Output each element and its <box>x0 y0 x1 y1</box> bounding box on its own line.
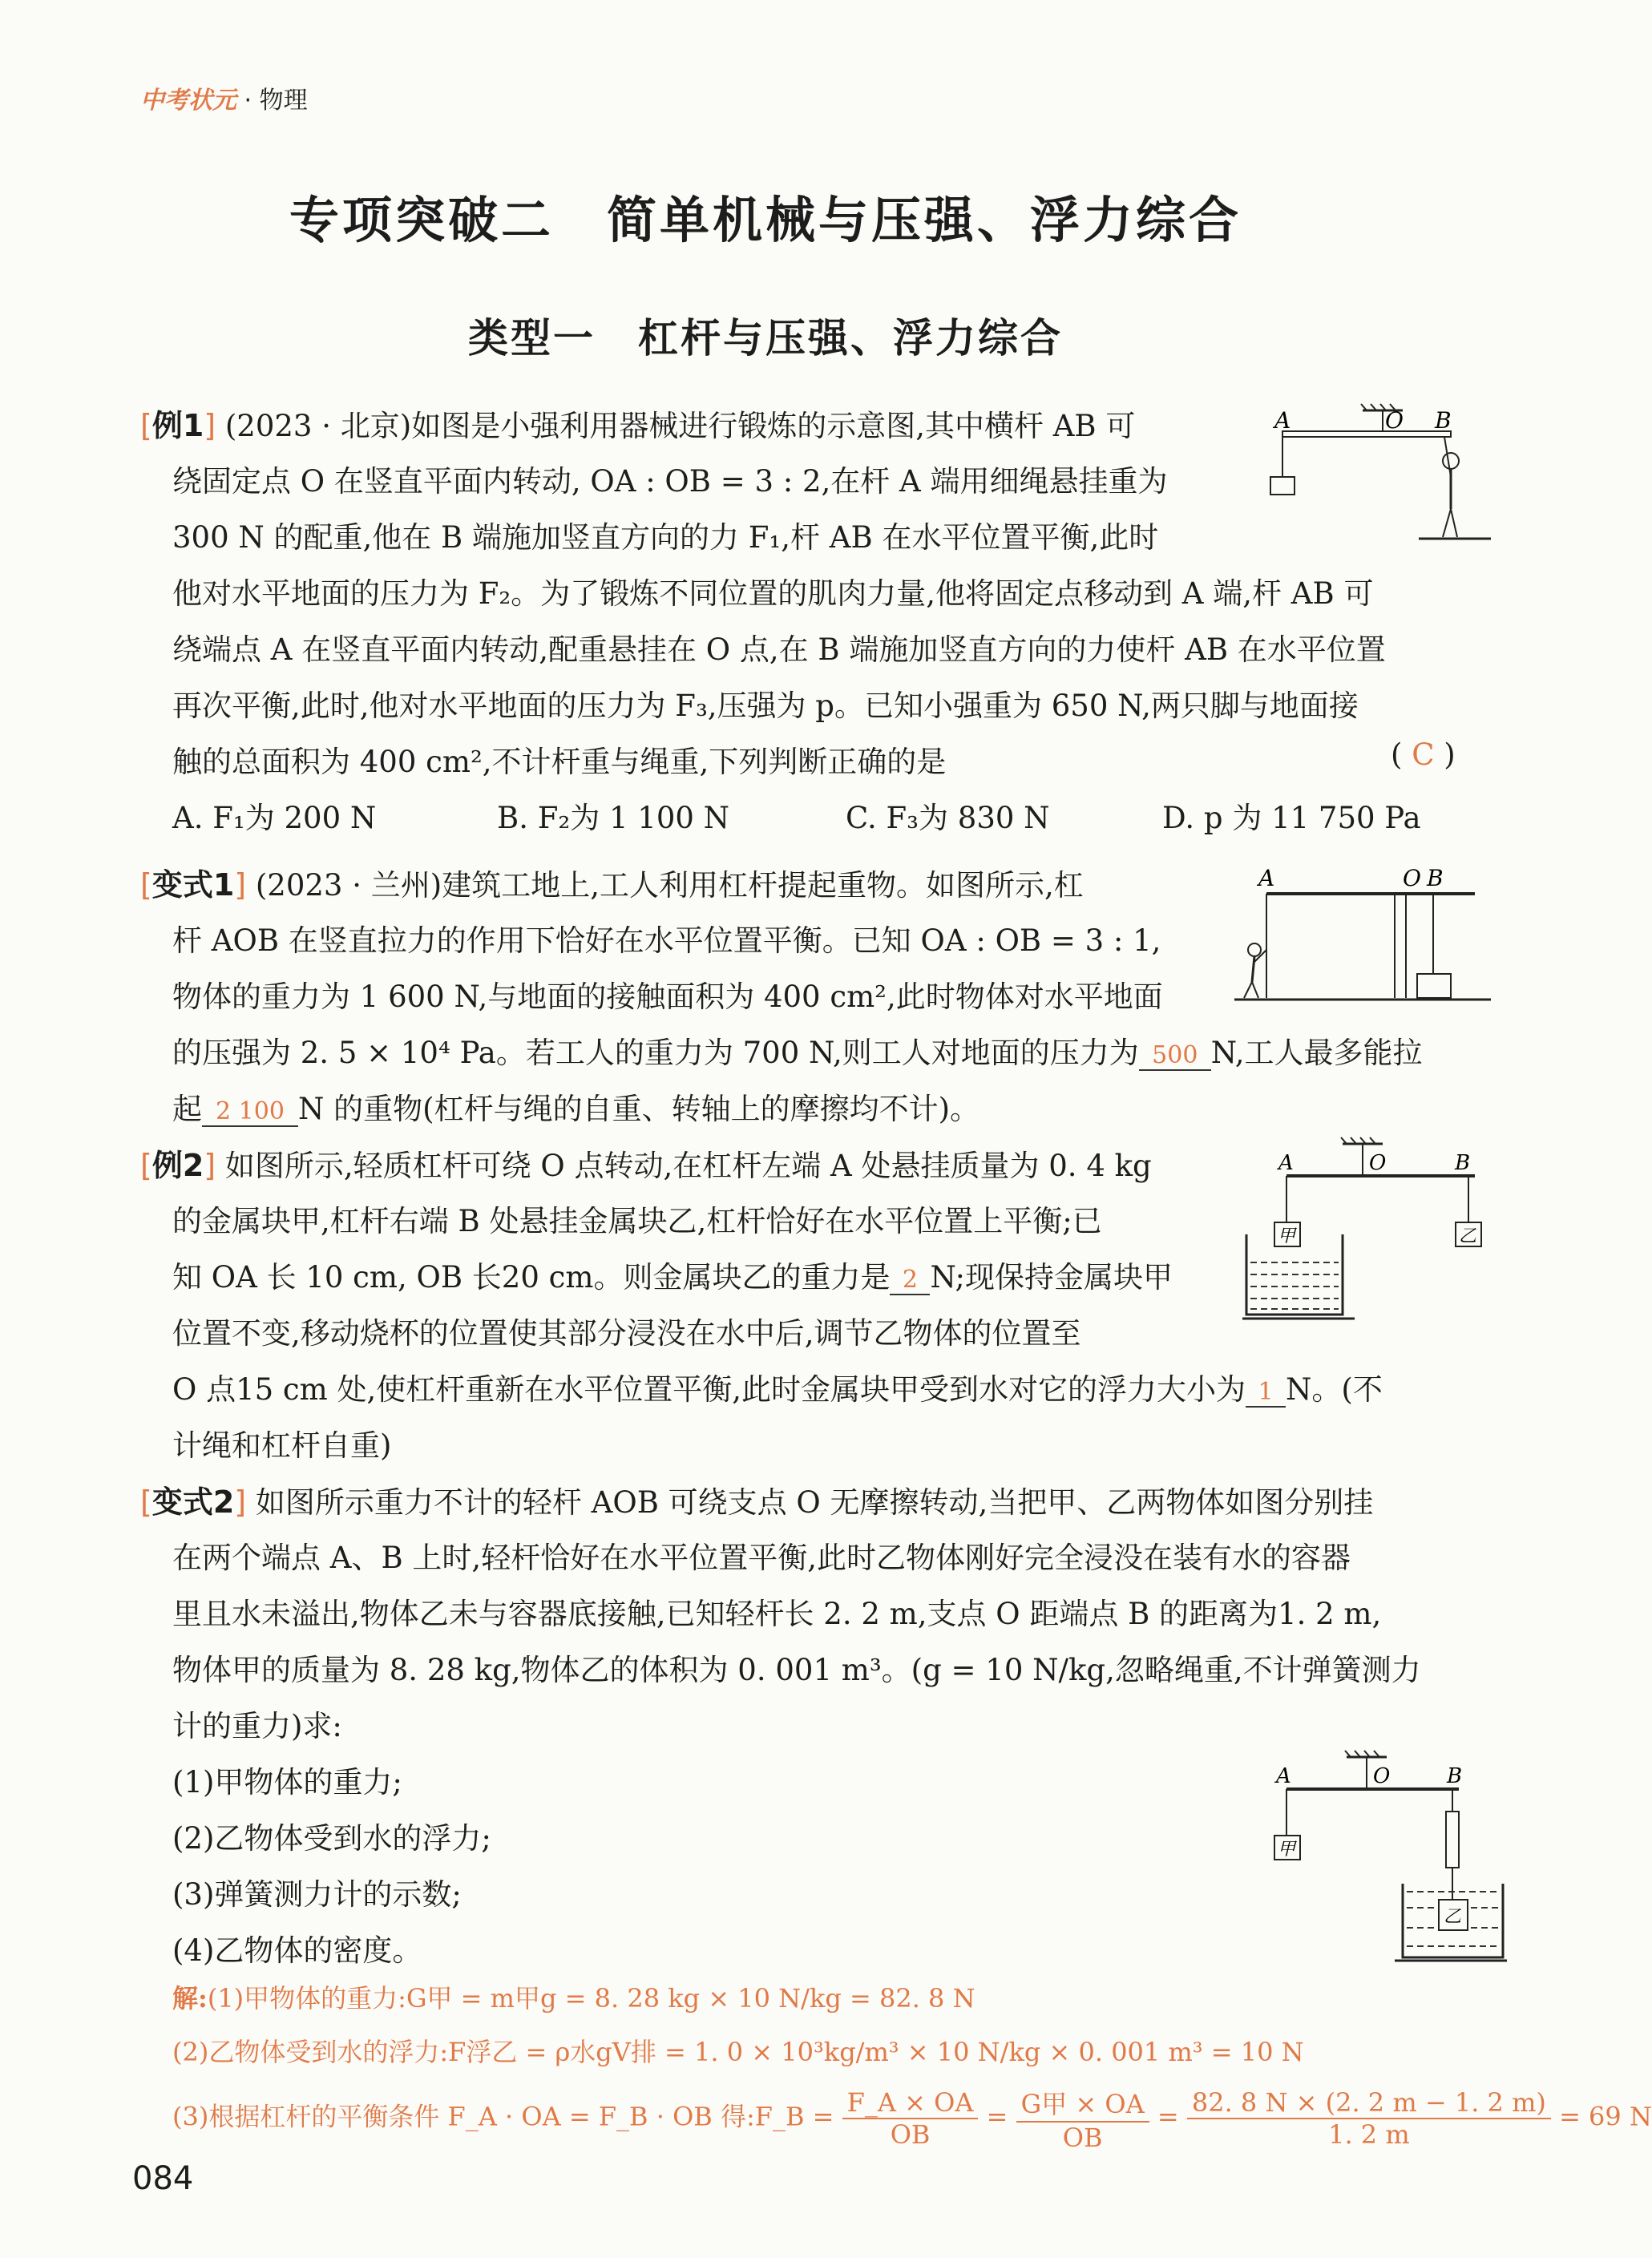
example-1-line-1: (2023 · 北京)如图是小强利用器械进行锻炼的示意图,其中横杆 AB 可 <box>224 409 1136 443</box>
solution-2: (2)乙物体受到水的浮力:F浮乙 = ρ水gV排 = 1. 0 × 10³kg/m³ × 10 N/kg × 0. 001 m³ = 10 N <box>172 2037 1304 2067</box>
fig3-label-yi: 乙 <box>1459 1226 1477 1246</box>
example-2-line-6: 计绳和杠杆自重) <box>172 1428 392 1463</box>
header-subject: 物理 <box>259 87 308 115</box>
fig1-label-a: A <box>1274 407 1291 434</box>
fraction-3: $\frac{82. 8 N \times (2. 2 m - 1. 2 m)}{1. 2 m}$ <box>1187 2087 1551 2150</box>
example-2-line-2: 的金属块甲,杠杆右端 B 处悬挂金属块乙,杠杆恰好在水平位置上平衡;已 <box>172 1204 1102 1238</box>
fraction-2: $\frac{\text{G甲 × OA}}{OB}$ <box>1016 2084 1149 2153</box>
fig1-label-b: B <box>1435 407 1452 434</box>
variant-1-blank-2: 2 100 <box>202 1097 298 1127</box>
figure-construction-lever <box>1234 862 1507 1010</box>
solution-1: (1)甲物体的重力:G甲 = m甲g = 8. 28 kg × 10 N/kg = 82. 8 N <box>207 1983 975 2014</box>
fig3-label-a: A <box>1278 1151 1294 1175</box>
example-2-line-1: 如图所示,轻质杠杆可绕 O 点转动,在杠杆左端 A 处悬挂质量为 0. 4 kg <box>224 1149 1152 1183</box>
question-4: (4)乙物体的密度。 <box>172 1933 422 1968</box>
variant-2-line-4: 物体甲的质量为 8. 28 kg,物体乙的体积为 0. 001 m³。(g = 10 N/kg,忽略绳重,不计弹簧测力 <box>172 1653 1421 1687</box>
example-2-line-5a: O 点15 cm 处,使杠杆重新在水平位置平衡,此时金属块甲受到水对它的浮力大小为 <box>172 1372 1246 1407</box>
fig4-label-o: O <box>1373 1764 1391 1788</box>
example-2-line-5b: N。(不 <box>1286 1372 1383 1407</box>
example-1-answer: ( C ) <box>1391 737 1456 772</box>
variant-1-line-4a: 的压强为 2. 5 × 10⁴ Pa。若工人的重力为 700 N,则工人对地面的压力为 <box>172 1036 1139 1070</box>
example-1-line-7: 触的总面积为 400 cm²,不计杆重与绳重,下列判断正确的是 <box>172 745 947 779</box>
variant-2-line-3: 里且水未溢出,物体乙未与容器底接触,已知轻杆长 2. 2 m,支点 O 距端点 B 的距离为1. 2 m, <box>172 1597 1382 1631</box>
solution-3-result: = 69 N <box>1559 2101 1652 2132</box>
fig4-label-b: B <box>1447 1764 1463 1788</box>
example-1-line-2: 绕固定点 O 在竖直平面内转动, OA : OB = 3 : 2,在杆 A 端用细绳悬挂重为 <box>172 464 1168 499</box>
figure-lever-beaker <box>1242 1134 1507 1331</box>
example-2-line-3b: N;现保持金属块甲 <box>930 1260 1173 1295</box>
example-2-blank-2: 1 <box>1246 1378 1286 1408</box>
example-2-line-4: 位置不变,移动烧杯的位置使其部分浸没在水中后,调节乙物体的位置至 <box>172 1316 1081 1351</box>
variant-1-line-3: 物体的重力为 1 600 N,与地面的接触面积为 400 cm²,此时物体对水平地面 <box>172 980 1163 1014</box>
figure-lever-exercise <box>1258 401 1499 545</box>
variant-1-line-2: 杆 AOB 在竖直拉力的作用下恰好在水平位置平衡。已知 OA : OB = 3 : 1, <box>172 923 1161 958</box>
header-dot: · <box>244 87 252 115</box>
example-1-line-3: 300 N 的配重,他在 B 端施加竖直方向的力 F₁,杆 AB 在水平位置平衡,此时 <box>172 520 1159 555</box>
variant-2-line-2: 在两个端点 A、B 上时,轻杆恰好在水平位置平衡,此时乙物体刚好完全浸没在装有水的容器 <box>172 1541 1351 1575</box>
variant-2-tag: [变式2] <box>140 1484 247 1520</box>
fig1-label-o: O <box>1385 407 1404 434</box>
variant-1-tag: [变式1] <box>140 867 247 903</box>
option-b: B. F₂为 1 100 N <box>497 801 730 835</box>
fig2-label-o: O <box>1403 865 1421 891</box>
solution-label: 解: <box>172 1983 208 2014</box>
brand-logo: 中考状元 <box>140 87 236 115</box>
variant-1-line-1: (2023 · 兰州)建筑工地上,工人利用杠杆提起重物。如图所示,杠 <box>255 868 1084 903</box>
fig4-label-jia: 甲 <box>1278 1840 1296 1860</box>
solution-3: (3)根据杠杆的平衡条件 F_A · OA = F_B · OB 得:F_B = $\frac{F\_A \times OA}{OB}$ = $\frac{\text{G甲 × OA}}{OB}$ = $\frac{82. 8 N \times (2. 2 m - 1. 2 m)}{1. 2 m}$ = 69 N <box>172 2084 1652 2153</box>
fig2-label-b: B <box>1427 865 1444 891</box>
variant-1-line-4b: N,工人最多能拉 <box>1210 1036 1423 1070</box>
page-title: 专项突破二 简单机械与压强、浮力综合 <box>289 191 1242 249</box>
fraction-1: $\frac{F\_A \times OA}{OB}$ <box>842 2087 979 2150</box>
variant-2-line-5: 计的重力)求: <box>172 1709 342 1743</box>
variant-1-line-5b: N 的重物(杠杆与绳的自重、转轴上的摩擦均不计)。 <box>298 1092 980 1126</box>
page-number: 084 <box>132 2160 194 2197</box>
option-c: C. F₃为 830 N <box>846 801 1050 835</box>
fig4-label-yi: 乙 <box>1444 1907 1462 1927</box>
variant-1-blank-1: 500 <box>1139 1041 1211 1071</box>
example-1-tag: [例1] <box>140 408 216 443</box>
question-3: (3)弹簧测力计的示数; <box>172 1877 462 1912</box>
fig2-label-a: A <box>1258 865 1275 891</box>
example-1-line-5: 绕端点 A 在竖直平面内转动,配重悬挂在 O 点,在 B 端施加竖直方向的力使杆 AB 在水平位置 <box>172 632 1386 667</box>
example-2-tag: [例2] <box>140 1148 216 1183</box>
example-2-line-3a: 知 OA 长 10 cm, OB 长20 cm。则金属块乙的重力是 <box>172 1260 891 1295</box>
example-1-line-6: 再次平衡,此时,他对水平地面的压力为 F₃,压强为 p。已知小强重为 650 N,两只脚与地面接 <box>172 689 1359 723</box>
solution-3-prefix: (3)根据杠杆的平衡条件 F_A · OA = F_B · OB 得:F_B = <box>172 2101 834 2132</box>
example-2-blank-1: 2 <box>890 1266 930 1295</box>
variant-1-line-5a: 起 <box>172 1092 202 1126</box>
example-1-line-4: 他对水平地面的压力为 F₂。为了锻炼不同位置的肌肉力量,他将固定点移动到 A 端,杆 AB 可 <box>172 576 1374 611</box>
option-a: A. F₁为 200 N <box>172 801 377 835</box>
page-header <box>140 80 308 115</box>
section-title: 类型一 杠杆与压强、浮力综合 <box>468 315 1063 362</box>
question-2: (2)乙物体受到水的浮力; <box>172 1821 491 1856</box>
variant-2-line-1: 如图所示重力不计的轻杆 AOB 可绕支点 O 无摩擦转动,当把甲、乙两物体如图分别挂 <box>255 1485 1374 1520</box>
fig3-label-b: B <box>1455 1151 1471 1175</box>
fig4-label-a: A <box>1276 1764 1291 1788</box>
question-1: (1)甲物体的重力; <box>172 1765 402 1800</box>
figure-lever-spring-scale <box>1242 1747 1507 1964</box>
fig3-label-jia: 甲 <box>1278 1226 1296 1246</box>
option-d: D. p 为 11 750 Pa <box>1162 801 1421 835</box>
fig3-label-o: O <box>1369 1151 1387 1175</box>
